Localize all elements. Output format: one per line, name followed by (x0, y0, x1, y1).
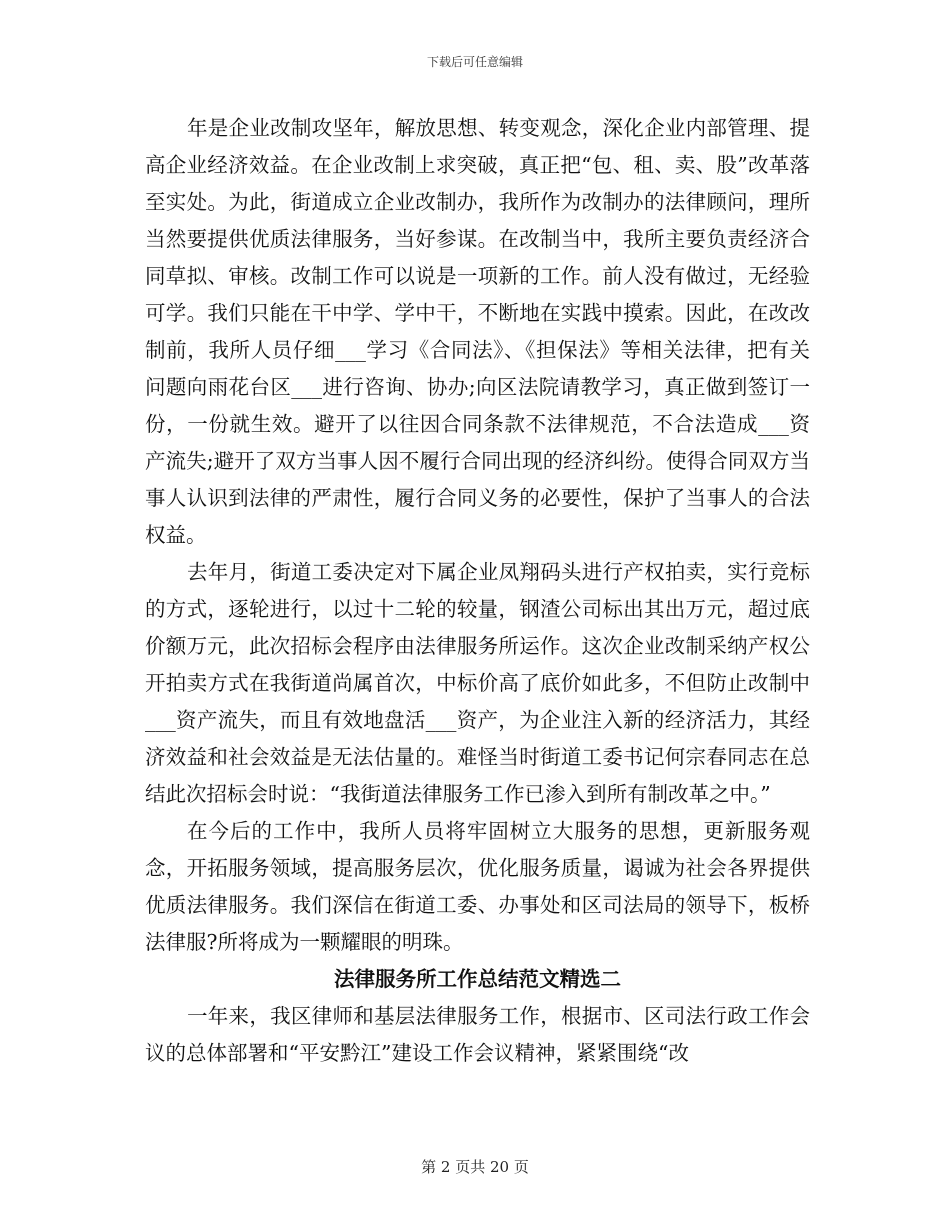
document-body (145, 110, 810, 1072)
paragraph-3: 在今后的工作中，我所人员将牢固树立大服务的思想，更新服务观念，开拓服务领域，提高服务层次，优化服务质量，谒诚为社会各界提供优质法律服务。我们深信在街道工委、办事处和区司法局的领导下，板桥法律服?所将成为一颗耀眼的明珠。 (145, 819, 810, 954)
paragraph-4: 一年来，我区律师和基层法律服务工作，根据市、区司法行政工作会议的总体部署和“平安黔江”建设工作会议精神，紧紧围绕“改 (145, 1004, 810, 1065)
page-header: 下载后可任意编辑 (426, 55, 523, 69)
page-footer: 第 2 页共 20 页 (421, 1158, 529, 1176)
paragraph-1: 年是企业改制攻坚年，解放思想、转变观念，深化企业内部管理、提高企业经济效益。在企业改制上求突破，真正把“包、租、卖、股”改革落至实处。为此，街道成立企业改制办，我所作为改制办的法律顾问，理所当然要提供优质法律服务，当好参谋。在改制当中，我所主要负责经济合同草拟、审核。改制工作可以说是一项新的工作。前人没有做过，无经验可学。我们只能在干中学、学中干，不断地在实践中摸索。因此，在改改制前，我所人员仔细___学习《合同法》、《担保法》等相关法律，把有关问题向雨花台区___进行咨询、协办;向区法院请教学习，真正做到签订一份，一份就生效。避开了以往因合同条款不法律规范，不合法造成___资产流失;避开了双方当事人因不履行合同出现的经济纠纷。使得合同双方当事人认识到法律的严肃性，履行合同义务的必要性，保护了当事人的合法权益。 (145, 116, 810, 547)
paragraph-2: 去年月，街道工委决定对下属企业凤翔码头进行产权拍卖，实行竞标的方式，逐轮进行，以过十二轮的较量，钢渣公司标出其出万元，超过底价额万元，此次招标会程序由法律服务所运作。这次企业改制采纳产权公开拍卖方式在我街道尚属首次，中标价高了底价如此多，不但防止改制中___资产流失，而且有效地盘活___资产，为企业注入新的经济活力，其经济效益和社会效益是无法估量的。难怪当时街道工委书记何宗春同志在总结此次招标会时说：“我街道法律服务工作已渗入到所有制改革之中。” (145, 560, 810, 806)
section-heading: 法律服务所工作总结范文精选二 (334, 967, 621, 991)
